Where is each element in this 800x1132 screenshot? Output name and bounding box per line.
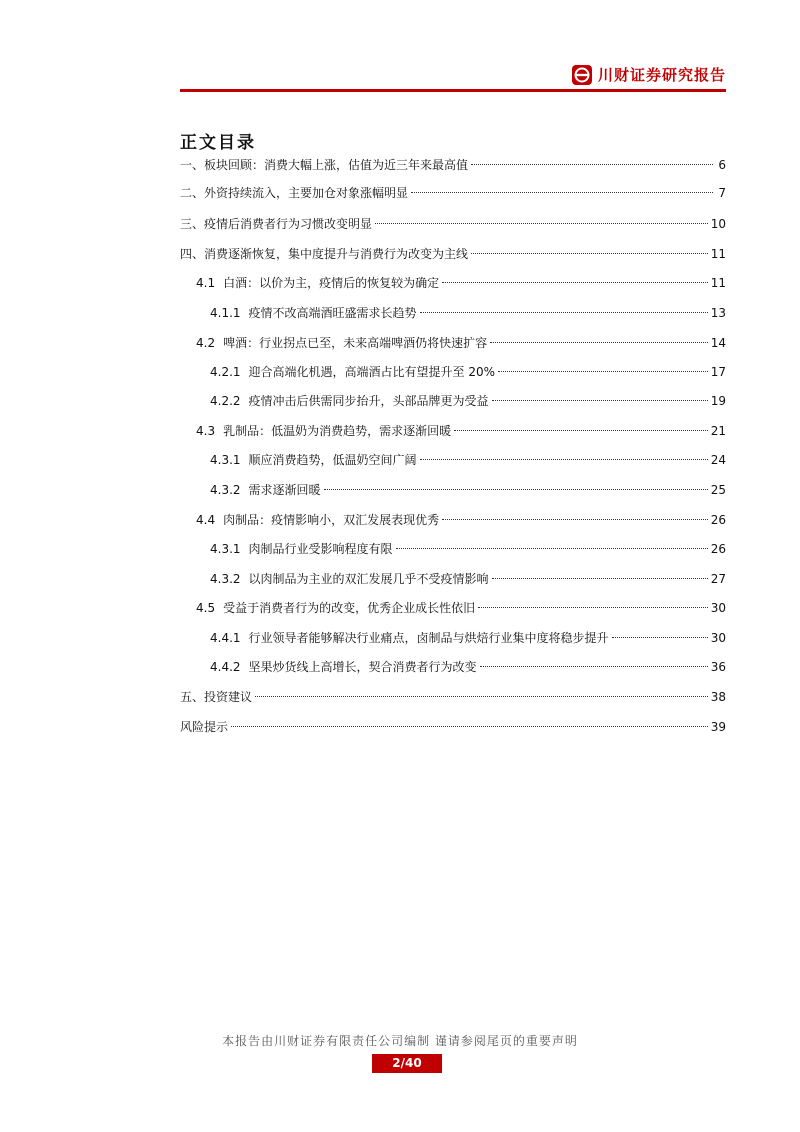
- toc-entry[interactable]: [180, 688, 726, 706]
- toc-entry-number: 4.2: [196, 336, 216, 350]
- toc-entry-label: 四、消费逐渐恢复，集中度提升与消费行为改变为主线: [180, 247, 469, 261]
- toc-entry-page: 10: [710, 217, 726, 231]
- toc-entry[interactable]: [210, 451, 726, 469]
- page-number-badge: 2/40: [372, 1054, 442, 1073]
- toc-entry[interactable]: [180, 245, 726, 263]
- toc-entry[interactable]: [210, 658, 726, 676]
- toc-entry-number: 4.3: [196, 424, 216, 438]
- toc-entry-label: 迎合高端化机遇，高端酒占比有望提升至 20%: [248, 365, 496, 379]
- toc-entry[interactable]: [180, 184, 726, 202]
- toc-dot-leader: [498, 371, 708, 372]
- toc-entry[interactable]: [210, 540, 726, 558]
- toc-entry[interactable]: [210, 392, 726, 410]
- toc-entry-label: 风险提示: [180, 720, 229, 734]
- toc-dot-leader: [255, 696, 708, 697]
- toc-entry-number: 4.1.1: [210, 306, 241, 320]
- toc-entry-page: 30: [710, 631, 726, 645]
- toc-dot-leader: [471, 253, 708, 254]
- toc-entry-number: 4.2.1: [210, 365, 241, 379]
- toc-entry-number: 4.5: [196, 601, 216, 615]
- toc-entry-number: 4.3.1: [210, 542, 241, 556]
- toc-dot-leader: [375, 223, 708, 224]
- toc-dot-leader: [490, 342, 708, 343]
- toc-dot-leader: [231, 726, 708, 727]
- toc-entry[interactable]: [180, 156, 726, 174]
- toc-entry-page: 39: [710, 720, 726, 734]
- toc-entry-page: 27: [710, 572, 726, 586]
- toc-entry-label: 五、投资建议: [180, 690, 253, 704]
- toc-entry-page: 7: [718, 186, 726, 200]
- toc-entry[interactable]: [210, 481, 726, 499]
- toc-entry-page: 21: [710, 424, 726, 438]
- toc-entry-page: 24: [710, 453, 726, 467]
- toc-entry-page: 11: [710, 247, 726, 261]
- toc-entry-page: 26: [710, 542, 726, 556]
- toc-entry-number: 4.2.2: [210, 394, 241, 408]
- toc-entry-label: 一、板块回顾：消费大幅上涨，估值为近三年来最高值: [180, 158, 469, 172]
- toc-entry-label: 疫情不改高端酒旺盛需求长趋势: [248, 306, 417, 320]
- page-header: [180, 64, 726, 92]
- toc-entry-label: 受益于消费者行为的改变，优秀企业成长性依旧: [223, 601, 476, 615]
- toc-entry-page: 30: [710, 601, 726, 615]
- toc-entry[interactable]: [196, 274, 726, 292]
- brand-name: 川财证券研究报告: [597, 66, 726, 84]
- toc-entry[interactable]: [210, 304, 726, 322]
- toc-entry-page: 38: [710, 690, 726, 704]
- toc-entry-label: 三、疫情后消费者行为习惯改变明显: [180, 217, 373, 231]
- toc-entry[interactable]: [180, 718, 726, 736]
- toc-entry-page: 25: [710, 483, 726, 497]
- toc-entry-page: 26: [710, 513, 726, 527]
- toc-dot-leader: [396, 548, 708, 549]
- toc-entry[interactable]: [196, 422, 726, 440]
- toc-entry-label: 顺应消费趋势，低温奶空间广阔: [248, 453, 417, 467]
- toc-dot-leader: [492, 400, 708, 401]
- toc-entry-number: 4.4: [196, 513, 216, 527]
- toc-dot-leader: [478, 607, 708, 608]
- toc-title: 正文目录: [180, 133, 256, 153]
- toc-entry[interactable]: [210, 363, 726, 381]
- toc-dot-leader: [454, 430, 708, 431]
- toc-entry-label: 乳制品：低温奶为消费趋势，需求逐渐回暖: [223, 424, 452, 438]
- chuancai-logo-icon: [572, 65, 592, 85]
- toc-entry-label: 肉制品：疫情影响小，双汇发展表现优秀: [223, 513, 440, 527]
- toc-entry[interactable]: [210, 629, 726, 647]
- toc-entry-label: 坚果炒货线上高增长，契合消费者行为改变: [248, 660, 477, 674]
- toc-entry-label: 疫情冲击后供需同步抬升，头部品牌更为受益: [248, 394, 489, 408]
- toc-entry-number: 4.3.2: [210, 572, 241, 586]
- toc-entry[interactable]: [196, 334, 726, 352]
- toc-entry-label: 肉制品行业受影响程度有限: [248, 542, 393, 556]
- toc-dot-leader: [480, 666, 708, 667]
- header-rule: [180, 89, 726, 92]
- toc-entry[interactable]: [180, 215, 726, 233]
- toc-dot-leader: [420, 312, 708, 313]
- toc-entry-page: 19: [710, 394, 726, 408]
- toc-dot-leader: [442, 282, 708, 283]
- toc-entry-number: 4.4.1: [210, 631, 241, 645]
- toc-dot-leader: [471, 164, 713, 165]
- toc-dot-leader: [324, 489, 708, 490]
- toc-entry-label: 白酒：以价为主，疫情后的恢复较为确定: [223, 276, 440, 290]
- toc-dot-leader: [411, 192, 713, 193]
- toc-entry-number: 4.1: [196, 276, 216, 290]
- toc-entry-number: 4.4.2: [210, 660, 241, 674]
- toc-entry-number: 4.3.2: [210, 483, 241, 497]
- toc-entry-label: 二、外资持续流入，主要加仓对象涨幅明显: [180, 186, 409, 200]
- toc-entry-page: 17: [710, 365, 726, 379]
- toc-dot-leader: [442, 519, 708, 520]
- toc-dot-leader: [492, 578, 708, 579]
- toc-entry-label: 行业领导者能够解决行业痛点，卤制品与烘焙行业集中度将稳步提升: [248, 631, 609, 645]
- toc-entry-number: 4.3.1: [210, 453, 241, 467]
- toc-entry-page: 36: [710, 660, 726, 674]
- toc-entry-page: 13: [710, 306, 726, 320]
- toc-entry-page: 6: [718, 158, 726, 172]
- toc-entry-page: 11: [710, 276, 726, 290]
- toc-entry-label: 需求逐渐回暖: [248, 483, 321, 497]
- toc-entry[interactable]: [196, 511, 726, 529]
- brand: [572, 64, 726, 85]
- toc-entry-label: 啤酒：行业拐点已至，未来高端啤酒仍将快速扩容: [223, 336, 488, 350]
- toc-dot-leader: [420, 459, 708, 460]
- footer-disclaimer: 本报告由川财证券有限责任公司编制 谨请参阅尾页的重要声明: [222, 1034, 578, 1048]
- toc-entry-page: 14: [710, 336, 726, 350]
- toc-entry[interactable]: [210, 570, 726, 588]
- toc-entry[interactable]: [196, 599, 726, 617]
- toc-dot-leader: [612, 637, 708, 638]
- toc-entry-label: 以肉制品为主业的双汇发展几乎不受疫情影响: [248, 572, 489, 586]
